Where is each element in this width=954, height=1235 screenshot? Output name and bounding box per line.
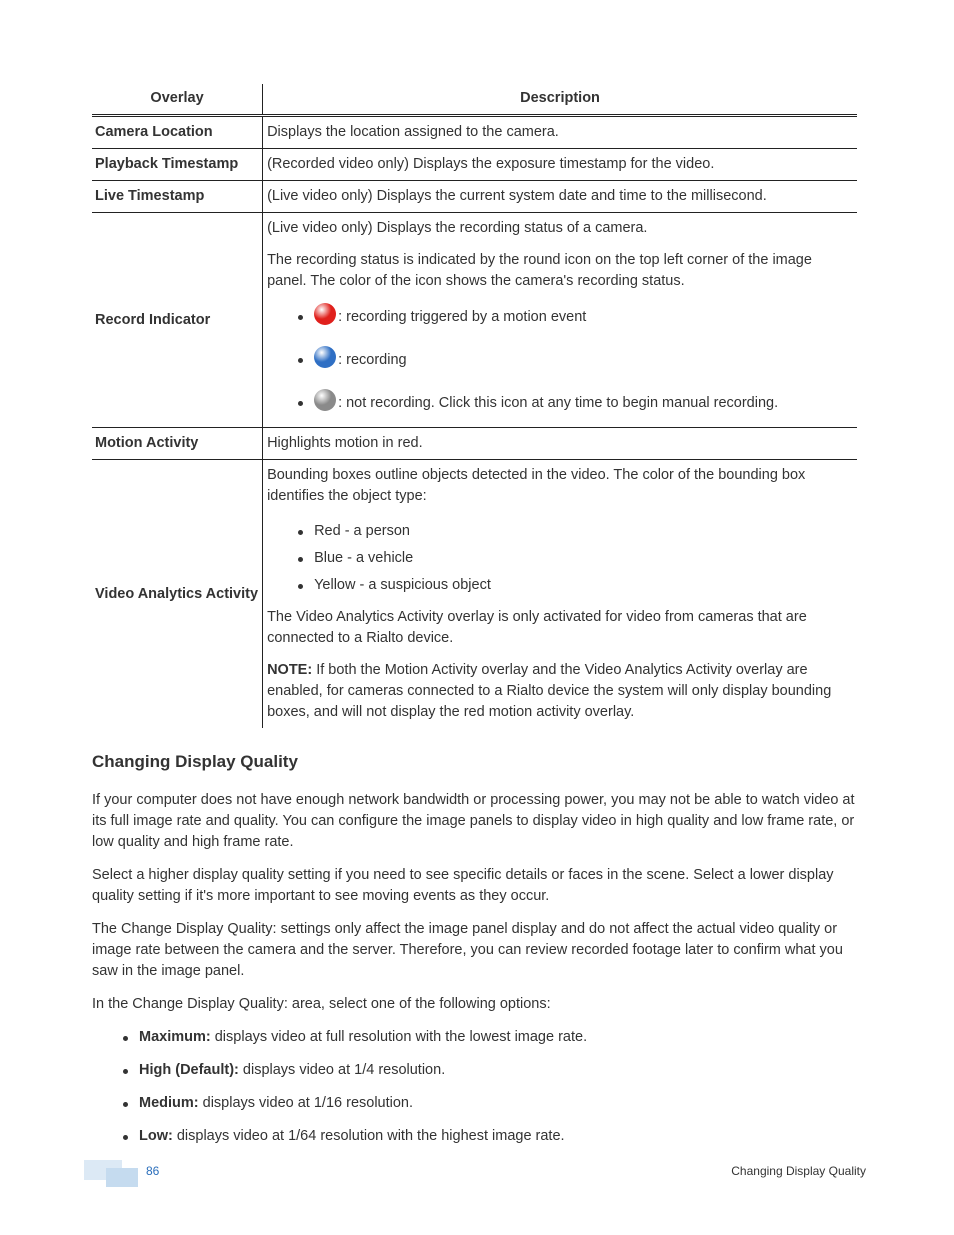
option-label: Medium:	[139, 1095, 199, 1111]
table-row	[92, 428, 857, 460]
overlay-name: Live Timestamp	[92, 181, 263, 213]
grey-record-icon	[314, 389, 336, 411]
table-row	[92, 116, 857, 149]
overlay-name: Camera Location	[92, 116, 263, 149]
option-text: displays video at full resolution with the lowest image rate.	[210, 1029, 588, 1045]
list-item	[314, 389, 853, 414]
note-label: NOTE:	[267, 662, 313, 678]
record-status-list	[267, 303, 853, 414]
overlay-description: (Live video only) Displays the current system date and time to the millisecond.	[263, 181, 857, 213]
red-record-icon	[314, 303, 336, 325]
paragraph: In the Change Display Quality: area, select one of the following options:	[92, 996, 551, 1012]
record-status-text: : recording triggered by a motion event	[338, 309, 587, 325]
column-header-description: Description	[263, 84, 857, 116]
list-item: Blue - a vehicle	[314, 545, 853, 572]
object-type-list	[267, 518, 853, 599]
overlay-name: Video Analytics Activity	[92, 460, 263, 729]
record-indicator-intro: (Live video only) Displays the recording status of a camera.	[267, 220, 648, 236]
video-analytics-activation: The Video Analytics Activity overlay is only activated for video from cameras that are connected to a Rialto device.	[267, 609, 807, 646]
table-row	[92, 149, 857, 181]
column-header-overlay: Overlay	[92, 84, 263, 116]
footer-logo	[84, 1160, 138, 1187]
list-item	[314, 346, 853, 371]
option-text: displays video at 1/4 resolution.	[238, 1062, 446, 1078]
overlay-description: Highlights motion in red.	[263, 428, 857, 460]
list-item: Yellow - a suspicious object	[314, 572, 853, 599]
overlay-table	[92, 84, 857, 728]
table-row	[92, 181, 857, 213]
table-row	[92, 460, 857, 729]
section-title: Changing Display Quality	[92, 752, 298, 771]
overlay-name: Motion Activity	[92, 428, 263, 460]
list-item: Red - a person	[314, 518, 853, 545]
paragraph: The Change Display Quality: settings only affect the image panel display and do not affect the actual video quality or image rate between the camera and the server. Therefore, you can review recorded footage later to confirm what you saw in the image panel.	[92, 921, 843, 979]
paragraph: If your computer does not have enough network bandwidth or processing power, you may not be able to watch video at its full image rate and quality. You can configure the image panels to display video in high quality and low frame rate, or low quality and high frame rate.	[92, 792, 855, 850]
paragraph: Select a higher display quality setting if you need to see specific details or faces in the scene. Select a lower display quality setting if it's more important to see moving events as they occur.	[92, 867, 834, 904]
overlay-description	[263, 460, 857, 729]
option-text: displays video at 1/64 resolution with the highest image rate.	[172, 1128, 565, 1144]
record-status-text: : not recording. Click this icon at any time to begin manual recording.	[338, 395, 779, 411]
page-footer	[84, 1160, 866, 1188]
record-indicator-explanation: The recording status is indicated by the round icon on the top left corner of the image panel. The color of the icon shows the camera's recording status.	[267, 252, 812, 289]
option-label: Maximum:	[139, 1029, 211, 1045]
note-text: If both the Motion Activity overlay and the Video Analytics Activity overlay are enabled, for cameras connected to a Rialto device the system will only display bounding boxes, and will not display the red motion activity overlay.	[267, 662, 832, 720]
blue-record-icon	[314, 346, 336, 368]
video-analytics-note	[267, 660, 853, 723]
list-item	[139, 1093, 857, 1114]
option-text: displays video at 1/16 resolution.	[198, 1095, 414, 1111]
table-row	[92, 213, 857, 428]
list-item	[139, 1027, 857, 1048]
list-item	[139, 1126, 857, 1147]
overlay-description: (Recorded video only) Displays the exposure timestamp for the video.	[263, 149, 857, 181]
overlay-description: Displays the location assigned to the camera.	[263, 116, 857, 149]
list-item	[139, 1060, 857, 1081]
logo-block	[106, 1168, 138, 1187]
footer-title: Changing Display Quality	[731, 1164, 866, 1178]
option-label: Low:	[139, 1128, 173, 1144]
option-label: High (Default):	[139, 1062, 239, 1078]
quality-options-list	[92, 1027, 857, 1147]
list-item	[314, 303, 853, 328]
video-analytics-intro: Bounding boxes outline objects detected in the video. The color of the bounding box identifies the object type:	[267, 467, 806, 504]
overlay-name: Record Indicator	[92, 213, 263, 428]
record-status-text: : recording	[338, 352, 407, 368]
overlay-name: Playback Timestamp	[92, 149, 263, 181]
page-content	[92, 84, 857, 1159]
table-header-row	[92, 84, 857, 116]
page-number: 86	[146, 1164, 160, 1178]
overlay-description	[263, 213, 857, 428]
